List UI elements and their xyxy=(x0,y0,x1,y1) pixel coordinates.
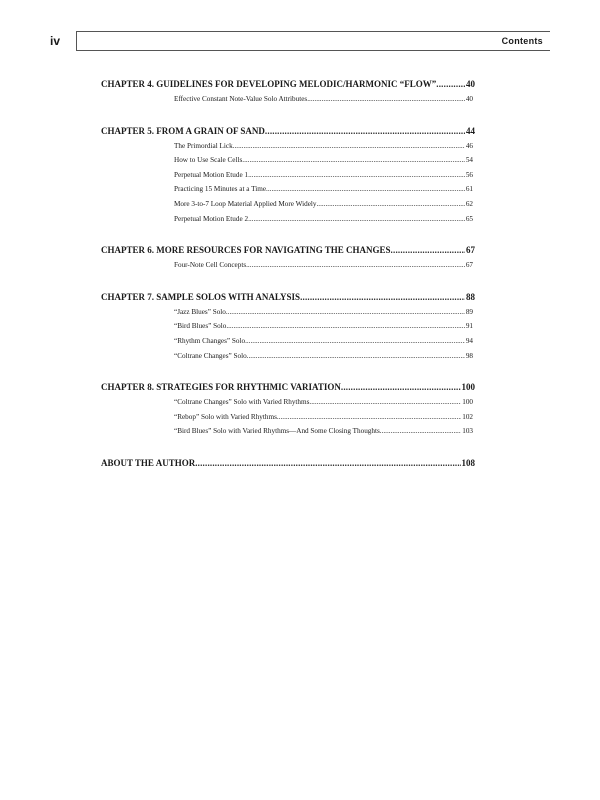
section-page: 61 xyxy=(465,185,473,194)
section-title: Four-Note Cell Concepts xyxy=(174,261,247,270)
chapter-entry[interactable] xyxy=(101,126,475,139)
section-entry[interactable] xyxy=(101,413,473,428)
section-title: “Rhythm Changes” Solo xyxy=(174,336,246,345)
section-title: Perpetual Motion Etude 2 xyxy=(174,214,249,223)
chapter-block xyxy=(101,245,475,276)
dot-leader xyxy=(247,352,465,360)
dot-leader xyxy=(309,398,461,406)
chapter-entry[interactable] xyxy=(101,292,475,305)
chapter-entry[interactable] xyxy=(101,79,475,92)
chapter-title: CHAPTER 5. FROM A GRAIN OF SAND xyxy=(101,125,265,136)
section-entry[interactable] xyxy=(101,142,473,157)
chapter-title: CHAPTER 6. MORE RESOURCES FOR NAVIGATING THE CHANGES xyxy=(101,245,391,256)
section-page: 40 xyxy=(465,95,473,103)
section-entry[interactable] xyxy=(101,171,473,186)
section-page: 102 xyxy=(462,412,473,421)
dot-leader xyxy=(248,215,465,223)
section-title: Effective Constant Note-Value Solo Attributes xyxy=(174,95,308,103)
running-head: Contents xyxy=(501,36,543,46)
dot-leader xyxy=(245,337,465,345)
chapter-title: CHAPTER 7. SAMPLE SOLOS WITH ANALYSIS xyxy=(101,291,301,302)
section-entry[interactable] xyxy=(101,185,473,200)
section-title: More 3-to-7 Loop Material Applied More Widely xyxy=(174,199,317,208)
section-title: How to Use Scale Cells xyxy=(174,156,243,165)
dot-leader xyxy=(233,142,465,150)
section-entry[interactable] xyxy=(101,337,473,352)
section-entry[interactable] xyxy=(101,200,473,215)
dot-leader xyxy=(226,322,465,330)
chapter-page: 100 xyxy=(461,382,475,393)
section-title: “Coltrane Changes” Solo with Varied Rhythms xyxy=(174,398,310,407)
dot-leader xyxy=(226,308,465,316)
section-page: 56 xyxy=(465,170,473,179)
section-page: 65 xyxy=(465,214,473,223)
section-title: Practicing 15 Minutes at a Time xyxy=(174,185,267,194)
dot-leader xyxy=(380,427,461,435)
section-page: 89 xyxy=(465,307,473,316)
dot-leader xyxy=(307,95,465,103)
table-of-contents xyxy=(101,79,475,487)
chapter-page: 108 xyxy=(461,457,475,468)
chapter-block xyxy=(101,126,475,230)
chapter-block xyxy=(101,79,475,110)
dot-leader xyxy=(246,261,465,269)
section-entry[interactable] xyxy=(101,261,473,276)
section-entry[interactable] xyxy=(101,95,473,110)
section-page: 62 xyxy=(465,199,473,208)
chapter-page: 88 xyxy=(466,291,475,302)
dot-leader xyxy=(277,413,461,421)
dot-leader xyxy=(391,245,465,255)
section-entry[interactable] xyxy=(101,215,473,230)
section-entry[interactable] xyxy=(101,427,473,442)
section-title: “Jazz Blues” Solo xyxy=(174,307,226,316)
chapter-page: 40 xyxy=(466,79,475,89)
chapter-page: 44 xyxy=(466,125,475,136)
dot-leader xyxy=(341,382,461,392)
chapter-page: 67 xyxy=(466,245,475,256)
section-title: “Bird Blues” Solo with Varied Rhythms—And Some Closing Thoughts xyxy=(174,427,380,436)
section-page: 100 xyxy=(462,398,473,407)
section-page: 54 xyxy=(465,156,473,165)
chapter-title: CHAPTER 8. STRATEGIES FOR RHYTHMIC VARIATION xyxy=(101,382,341,393)
section-title: “Rebop” Solo with Varied Rhythms xyxy=(174,412,277,421)
section-page: 94 xyxy=(465,336,473,345)
section-entry[interactable] xyxy=(101,156,473,171)
section-page: 67 xyxy=(465,261,473,270)
section-page: 98 xyxy=(465,351,473,360)
chapter-block xyxy=(101,292,475,366)
dot-leader xyxy=(195,458,460,468)
section-entry[interactable] xyxy=(101,308,473,323)
dot-leader xyxy=(242,156,465,164)
header-rule xyxy=(76,31,550,51)
dot-leader xyxy=(266,185,465,193)
chapter-title: CHAPTER 4. GUIDELINES FOR DEVELOPING MELODIC/HARMONIC “FLOW” xyxy=(101,79,437,89)
section-page: 91 xyxy=(465,322,473,331)
section-title: The Primordial Lick xyxy=(174,141,233,150)
section-page: 46 xyxy=(465,141,473,150)
chapter-entry[interactable] xyxy=(101,245,475,258)
section-page: 103 xyxy=(462,427,473,436)
section-title: “Coltrane Changes” Solo xyxy=(174,351,247,360)
dot-leader xyxy=(317,200,465,208)
page-number: iv xyxy=(50,34,61,48)
chapter-block xyxy=(101,458,475,471)
chapter-entry[interactable] xyxy=(101,382,475,395)
dot-leader xyxy=(265,126,465,136)
chapter-block xyxy=(101,382,475,442)
chapter-entry[interactable] xyxy=(101,458,475,471)
dot-leader xyxy=(248,171,465,179)
section-title: “Bird Blues” Solo xyxy=(174,322,227,331)
chapter-title: ABOUT THE AUTHOR xyxy=(101,457,196,468)
section-entry[interactable] xyxy=(101,322,473,337)
section-entry[interactable] xyxy=(101,398,473,413)
section-title: Perpetual Motion Etude 1 xyxy=(174,170,249,179)
dot-leader xyxy=(300,292,465,302)
dot-leader xyxy=(436,79,465,89)
section-entry[interactable] xyxy=(101,352,473,367)
